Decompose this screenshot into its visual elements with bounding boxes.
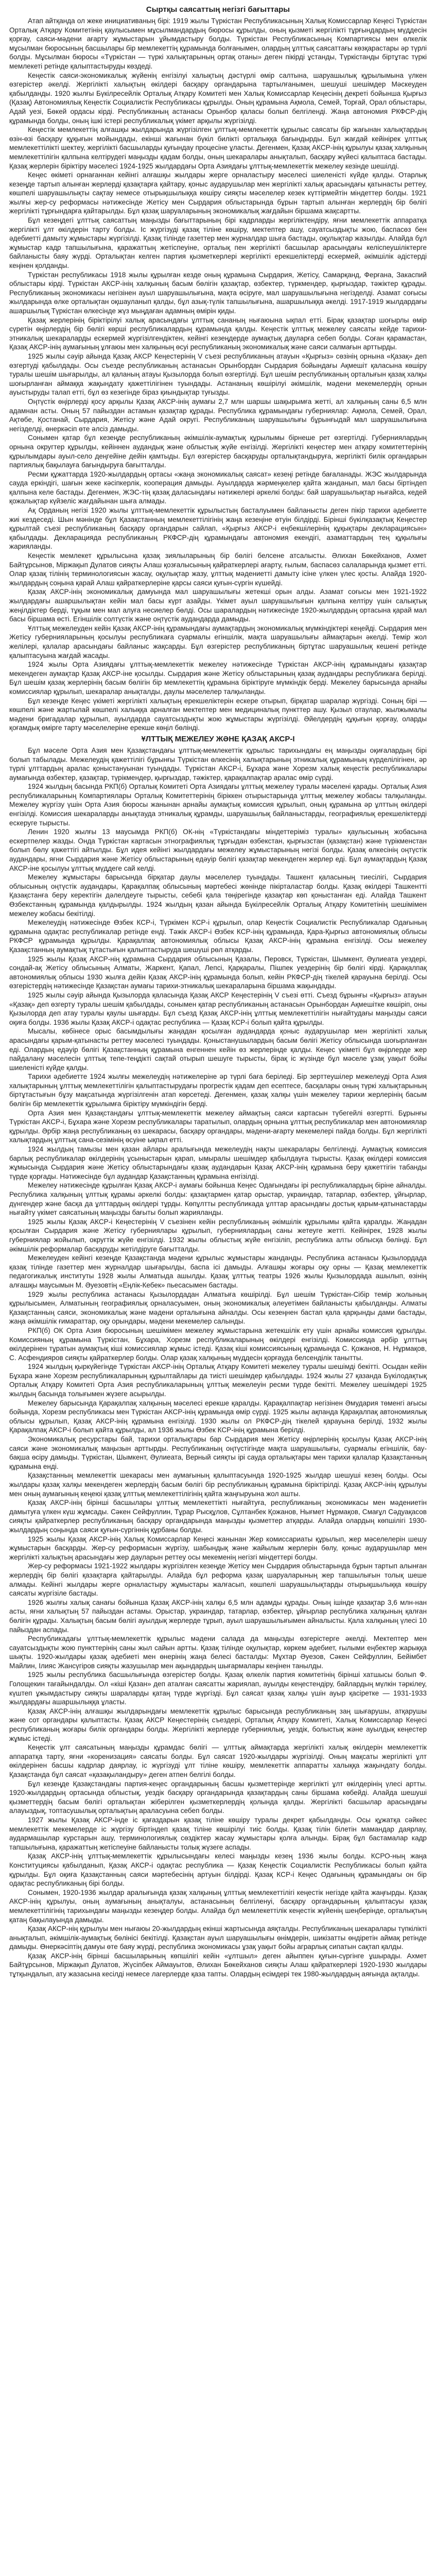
paragraph: Межелеу барысында Қарақалпақ халқының мәселесі ерекше қаралды. Қарақалпақтар негізінен Әмудария төменгі ағысы бойында, Хорезм республикасы мен Түркістан АКСР-інің құрамында өмір сүрді. 1925 жылы ақпанда Қарақалпақ автономиялық облысы құрылып, Қазақ АКСР-інің құрамына енгізілді. 1930 жылы ол РКФСР-дің тікелей қарауына берілді, 1932 жылы Қарақалпақ АКСР-і болып қайта құрылды, ал 1936 жылы Өзбек КСР-інің құрамына берілді.: [9, 1399, 427, 1434]
paragraph: Тарихи әдебиетте 1924 жылғы межелеудің нәтижелеріне әр түрлі баға беріледі. Бір зерттеушілер межелеуді Орта Азия халықтарының ұлттық мемлекеттілігін қалыптастырудағы прогрестік қадам деп есептесе, басқалары оның түркі халықтарының біртұтастығын бұзу мақсатында жүргізілгенін атап көрсетеді. Дегенмен, қазақ халқы үшін межелеу тарихи жерлерінің басым бөлігін бір мемлекеттік құрылымға біріктіру мүмкіндігін берді.: [9, 1073, 427, 1108]
paragraph: 1925 жылы Қазақ АКСР-інің Халық Комиссарлар Кеңесі жанынан Жер комиссариаты құрылып, жер мәселелерін шешу жұмыстарын басқарды. Жер-су реформасын жүргізу, шабындық және жайылым жерлерін бөлу, қоныс аударушылар мен жергілікті халықтың арасындағы жер дауларын реттеу осы мекеменің негізгі міндеттері болды.: [9, 1535, 427, 1561]
paragraph: Кеңестік саяси-экономикалық жүйенің енгізілуі халықтың дәстүрлі өмір салтына, шаруашылық құрылымына үлкен өзгерістер әкелді. Жергілікті халықтың өкілдері басқару органдарына тартылғанымен, шешуші шешімдер Мәскеуден қабылданды. 1920 жылғы Бүкілресейлік Орталық Атқару Комитеті мен Халық Комиссарлар Кеңесінің декреті бойынша Қырғыз (Қазақ) Автономиялық Кеңестік Социалистік Республикасы құрылды. Оның құрамына Ақмола, Семей, Торғай, Орал облыстары, Адай уезі, Бөкей ордасы кірді. Республиканың астанасы Орынбор қаласы болып белгіленді. Жаңа автономия РКФСР-дің құрамында болды, оның ішкі істері республикалық үкімет арқылы жүргізілді.: [9, 71, 427, 125]
paragraph: Кеңестік мемлекеттің алғашқы жылдарында жүргізілген ұлттық-мемлекеттік құрылыс саясаты бір жағынан халықтардың өзін-өзі басқару құқығын мойындады, екінші жағынан бүкіл билікті орталыққа бағындырды. Бұл жағдай кейінірек ұлттық мемлекеттілікті шектеу, жергілікті басшыларды қуғындау процесіне ұласты. Дегенмен, Қазақ АКСР-інің құрылуы қазақ халқының мемлекеттілігін қалпына келтірудегі маңызды қадам болды, оның шекаралары анықталып, басқару жүйесі қалыптаса бастады. Қазақ жерлерін біріктіру мәселесі 1924-1925 жылдардағы Орта Азиядағы ұлттық-мемлекеттік межелеу кезінде шешілді.: [9, 126, 427, 170]
paragraph: Қазақ АКСР-інің экономикалық дамуында мал шаруашылығы жетекші орын алды. Азамат соғысы мен 1921-1922 жылдардағы ашаршылықтан кейін мал басы күрт азайды. Үкімет ауыл шаруашылығын қалпына келтіру үшін салықтық жеңілдіктер берді, тұқым мен мал алуға несиелер бөлді. Осы шаралардың нәтижесінде 1920-жылдардың ортасына қарай мал басы біршама өсті. Егіншілік солтүстік және оңтүстік аудандарда дамыды.: [9, 588, 427, 623]
paragraph: 1925 жылы сәуір айында Қазақ АКСР Кеңестерінің V съезі республиканың атауын «Қырғыз» сөзінің орнына «Қазақ» деп өзгертуді қабылдады. Осы съезде республиканың астанасын Орынбордан Сырдария бойындағы Ақмешіт қаласына көшіру туралы шешім шығарылды, ал қаланың атауы Қызылорда болып өзгертілді. Бұл шешім республиканың орталығын қазақ халқы шоғырланған аймаққа жақындату қажеттілігінен туындады. Астананың көшірілуі әкімшілік, мәдени мекемелердің орнын ауыстыруды талап етті, бұл өз кезегінде біраз қиындықтар туғызды.: [9, 352, 427, 397]
paragraph: 1927 жылы Қазақ АКСР-інде іс қағаздарын қазақ тіліне көшіру туралы декрет қабылданды. Осы құжатқа сәйкес мемлекеттік мекемелерде іс жүргізу біртіндеп қазақ тіліне көшірілуі тиіс болды. Қазақ тілін білетін мамандар даярлау, аудармашылар курстарын ашу, терминологиялық сөздіктер жасау жұмыстары қолға алынды. Бірақ бұл бастамалар кадр тапшылығына, қаражаттың жетіспеуіне байланысты толық жүзеге аспады.: [9, 1816, 427, 1851]
paragraph: 1929 жылы республика астанасы Қызылордадан Алматыға көшірілді. Бұл шешім Түркістан-Сібір темір жолының құрылысымен, Алматының географиялық орналасуымен, оның экономикалық әлеуетімен байланысты қабылданды. Алматы Қазақстанның саяси, экономикалық және мәдени орталығына айналды. Осы кезеңнен бастап қала қарқынды дами бастады, жаңа әкімшілік ғимараттар, оқу орындары, мәдени мекемелер салынды.: [9, 1290, 427, 1326]
paragraph: Қазақ АКСР-інің алғашқы жылдарындағы мемлекеттік құрылыс барысында республиканың заң шығарушы, атқарушы және сот органдары қалыптасты. Қазақ АКСР Кеңестерінің съездері, Орталық Атқару Комитеті, Халық Комиссарлар Кеңесі республиканың жоғары билік органдары болды. Жергілікті жерлерде губерниялық, уездік, болыстық және ауылдық кеңестер жұмыс істеді.: [9, 1707, 427, 1742]
paragraph: Кеңестік ұлт саясатының маңызды құрамдас бөлігі — ұлттық аймақтарда жергілікті халық өкілдерін мемлекеттік аппаратқа тарту, яғни «коренизация» саясаты болды. Бұл саясат 1920-жылдары жүргізілді. Оның мақсаты жергілікті ұлт өкілдерінен басшы кадрлар даярлау, іс жүргізуді ұлт тіліне көшіру, мемлекеттік аппаратты халыққа жақындату болды. Қазақстанда бұл саясат «қазақыландыру» деген атпен белгілі болды.: [9, 1743, 427, 1778]
paragraph: Қазақ АКСР-інің бірінші басшылары ұлттық мемлекеттікті нығайтуға, республиканың экономикасы мен мәдениетін дамытуға үлкен күш жұмсады. Сәкен Сейфуллин, Тұрар Рысқұлов, Сұлтанбек Қожанов, Нығмет Нұрмақов, Смағұл Сәдуақасов сияқты қайраткерлер республиканың басқару органдарында маңызды қызметтер атқарды. Алайда олардың көпшілігі 1930-жылдардың соңында саяси қуғын-сүргіннің құрбаны болды.: [9, 1499, 427, 1534]
paragraph: 1925 жылы сәуір айында Қызылорда қаласында Қазақ АКСР Кеңестерінің V съезі өтті. Съезд бұрынғы «Қырғыз» атауын «Қазақ» деп өзгерту туралы шешім қабылдады, сонымен қатар республиканың астанасын Орынбордан Ақмешітке көшіріп, оны Қызылорда деп атау туралы қаулы шығарды. Бұл съезд Қазақ АКСР-інің ұлттық мемлекеттілігін нығайтудағы маңызды саяси оқиға болды. 1936 жылы Қазақ АКСР-і одақтас республика — Қазақ КСР-і болып қайта құрылды.: [9, 991, 427, 1026]
paragraph: Қазақстанның мемлекеттік шекарасы мен аумағының қалыптасуында 1920-1925 жылдар шешуші кезең болды. Осы жылдары қазақ халқы мекендеген жерлердің басым бөлігі бір республиканың құрамына біріктірілді. Қазақ АКСР-інің құрылуы мен оның аумағының кеңеюі қазақ ұлттық мемлекеттілігінің қайта жаңғыруына жол ашты.: [9, 1471, 427, 1498]
paragraph: Ленин 1920 жылғы 13 маусымда РКП(б) ОК-нің «Түркістандағы міндеттеріміз туралы» қаулысының жобасына ескертпелер жазды. Онда Түркістан картасын этнографиялық тұрғыдан өзбекстан, қырғызстан (қазақстан) және түрікменстан болып бөлу қажеттігі айтылды. Бұл идея кейінгі жылдардағы межелеу жұмыстарының негізі болды. Қазақ өлкесінің оңтүстік аудандары, яғни Сырдария және Жетісу облыстарының едәуір бөлігі қазақтар мекендеген жерлер еді. Бұл аумақтардың Қазақ АКСР-іне қосылуы ұлттық мүддеге сай келді.: [9, 828, 427, 872]
paragraph: Экономикалық ресурстары бай, тарихи орталықтары бар Сырдария мен Жетісу өңірлерінің қосылуы Қазақ АКСР-інің саяси және экономикалық маңызын арттырды. Республиканың оңтүстігінде мақта шаруашылығы, суармалы егіншілік, бау-бақша өсіру дамыды. Түркістан, Шымкент, Әулиеата, Верный сияқты ірі сауда орталықтары мен тарихи қалалар Қазақстанның құрамына енді.: [9, 1435, 427, 1470]
paragraph: Сонымен қатар бұл кезеңде республиканың әкімшілік-аумақтық құрылымы бірнеше рет өзгертілді. Губерниялардың орнына округтер құрылды, кейіннен аудандық және облыстық жүйе енгізілді. Жергілікті кеңестер мен атқару комитеттерінің құрылымдары ауыл-село деңгейіне дейін қамтыды. Бұл өзгерістер басқаруды орталықтандыруға, жергілікті билік органдарын партиялық бақылауға бағындыруға бағытталды.: [9, 434, 427, 469]
paragraph: 1925 жылы Қазақ АКСР-нің құрамына Сырдария облысының Қазалы, Перовск, Түркістан, Шымкент, Әулиеата уездері, сондай-ақ Жетісу облысының Алматы, Жаркент, Қапал, Лепсі, Қарқаралы, Пішпек уездерінің бір бөлігі кірді. Қарақалпақ автономиялық облысы 1930 жылға дейін Қазақ АКСР-інің құрамында болып, кейін РКФСР-дің тікелей қарауына берілді. Осы өзгерістердің нәтижесінде Қазақстан аумағы тарихи-этникалық шекараларына біршама жақындады.: [9, 955, 427, 990]
paragraph: Оңтүстік өңірлерді қосу арқылы Қазақ АКСР-інің аумағы 2,7 млн шаршы шақырымға жетті, ал халқының саны 6,5 млн адамнан асты. Оның 57 пайыздан астамын қазақтар құрады. Республика құрамындағы губерниялар: Ақмола, Семей, Орал, Ақтөбе, Қостанай, Сырдария, Жетісу және Адай округі. Республиканың шаруашылығы бұрынғыдай мал шаруашылығына негізделді, өнеркәсіп өте әлсіз дамыды.: [9, 397, 427, 433]
paragraph: РКП(б) ОК Орта Азия бюросының шешімімен межелеу жұмыстарына жетекшілік ету үшін арнайы комиссия құрылды. Комиссияның құрамына Түркістан, Бұхара, Хорезм республикаларының өкілдері енгізілді. Комиссияда әрбір ұлттың өкілдерінен тұратын аумақтық кіші комиссиялар жұмыс істеді. Қазақ кіші комиссиясының құрамында С. Қожанов, Н. Нұрмақов, С. Асфендияров сияқты қайраткерлер болды. Олар қазақ халқының мүддесін қорғауда белсенділік танытты.: [9, 1326, 427, 1362]
paragraph: Республикадағы ұлттық-мемлекеттік құрылыс мәдени салада да маңызды өзгерістерге әкелді. Мектептер мен сауатсыздықты жою пункттерінің саны жыл сайын артты. Қазақ тілінде оқулықтар, көркем әдебиет, ғылыми еңбектер жарыққа шықты. 1920-жылдары қазақ әдебиеті мен өнерінің жаңа белесі басталды: Мұхтар Әуезов, Сәкен Сейфуллин, Бейімбет Майлин, Ілияс Жансүгіров сияқты жазушылар мен ақындардың шығармалары кеңінен танылды.: [9, 1635, 427, 1670]
paragraph: Межелеу нәтижесінде құрылған Қазақ АКСР-і аумағы бойынша Кеңес Одағындағы ірі республикалардың біріне айналды. Республика халқының ұлттық құрамы әркелкі болды: қазақтармен қатар орыстар, украиндар, татарлар, өзбектер, ұйғырлар, дүнгендер және басқа да ұлттардың өкілдері тұрды. Көпұлтты республикада ұлттар арасындағы достық қарым-қатынастарды нығайту үкімет саясатының маңызды бағыты болып жарияланды.: [9, 1181, 427, 1217]
paragraph: 1924 жылдың қыркүйегінде Түркістан АКСР-інің Орталық Атқару Комитеті межелеу туралы шешімді бекітті. Осыдан кейін Бұхара және Хорезм республикаларының құрылтайлары да тиісті шешімдер қабылдады. 1924 жылы 27 қазанда Бүкілодақтық Орталық Атқару Комитеті Орта Азия республикаларының ұлттық межелеуін ресми түрде бекітті. Межелеу шешімдері 1925 жылдың басында толығымен жүзеге асырылды.: [9, 1363, 427, 1398]
paragraph: Бұл кезеңде Кеңес үкіметі жергілікті халықтың ерекшеліктерін ескере отырып, бірқатар шаралар жүргізді. Соның бірі — көшпелі және жартылай көшпелі халыққа арналған мектептер мен медициналық пункттер ашу. Қызыл отаулар, жылжымалы мәдени бригадалар құрылып, ауылдарда сауатсыздықты жою жұмыстары жүргізілді. Әйелдердің құқығын қорғау, оларды қоғамдық өмірге тарту мәселелеріне ерекше көңіл бөлінді.: [9, 697, 427, 732]
paragraph: Жер-су реформасы 1921-1922 жылдары жүргізілген кезеңде Жетісу мен Сырдария облыстарында бұрын тартып алынған жерлердің бір бөлігі қазақтарға қайтарылды. Алайда бұл реформа қазақ шаруаларының жер тапшылығын толық шеше алмады. Кейінгі жылдары жерге орналастыру жұмыстары жалғасып, көшпелі шаруашылықтарды отырықшылыққа көшіру саясаты жүргізіле бастады.: [9, 1562, 427, 1598]
paragraph: Кеңес өкіметі орнағаннан кейінгі алғашқы жылдары жерге орналастыру мәселесі шиеленісті күйде қалды. Отарлық кезеңде тартып алынған жерлерді қазақтарға қайтару, қоныс аударушылар мен жергілікті халық арасындағы қатынасты реттеу, көшпелі шаруашылықты сақтау немесе отырықшылыққа көшіру сияқты мәселелер кезек күттірмейтін міндеттер болды. 1921 жылғы жер-су реформасы нәтижесінде Жетісу мен Сырдария облыстарында бұрын тартып алынған жерлердің бір бөлігі жергілікті тұрғындарға қайтарылды. Бұл қазақ шаруаларының экономикалық жағдайын біршама жақсартты.: [9, 171, 427, 215]
paragraph: Межелеу жұмыстары барысында бірқатар даулы мәселелер туындады. Ташкент қаласының тиесілігі, Сырдария облысының оңтүстік аудандары, Қарақалпақ облысының мәртебесі жөнінде пікірталастар болды. Қазақ өкілдері Ташкентті Қазақстанға беру керектігін дәлелдеуге тырысты, себебі қала төңірегінде қазақтар көп қоныстанған еді. Алайда Ташкент Өзбекстанның құрамында қалдырылды. 1924 жылдың қазан айында Бүкілресейлік Орталық Атқару Комитетінің шешімімен межелеу жобасы бекітілді.: [9, 873, 427, 918]
paragraph: 1925 жылы республика басшылығында өзгерістер болды. Қазақ өлкелік партия комитетінің бірінші хатшысы болып Ф. Голощекин тағайындалды. Ол «кіші Қазан» деп аталған саясатты жариялап, ауылды кеңестендіру, байлардың мүлкін тәркілеу, күштеп ұжымдастыру сияқты шараларды қатаң түрде жүргізді. Бұл саясат қазақ халқы үшін ауыр қасіретке — 1931-1933 жылдардағы ашаршылыққа ұласты.: [9, 1671, 427, 1706]
paragraph: Межелеудің нәтижесінде Өзбек КСР-і, Түркімен КСР-і құрылып, олар Кеңестік Социалистік Республикалар Одағының құрамына одақтас республикалар ретінде енді. Тәжік АКСР-і Өзбек КСР-інің құрамында, Қара-Қырғыз автономиялық облысы РКФСР құрамында құрылды. Қарақалпақ автономиялық облысы Қазақ АКСР-інің құрамына енгізілді. Осы межелеу Қазақстанның аумақтық тұтастығын қалыптастыруда шешуші рөл атқарды.: [9, 919, 427, 954]
paragraph: Межелеуден кейінгі кезеңде Қазақстанда мәдени құрылыс жұмыстары жанданды. Республика астанасы Қызылордада қазақ тілінде газеттер мен журналдар шығарылды, баспа ісі дамыды. Алғашқы жоғары оқу орны — Қазақ мемлекеттік педагогикалық институты 1928 жылы Алматыда ашылды. Қазақ ұлттық театры 1926 жылы Қызылордада ашылып, өзінің алғашқы маусымын М. Әуезовтің «Еңлік-Кебек» пьесасымен бастады.: [9, 1254, 427, 1289]
section-title: ҰЛТТЫҚ МЕЖЕЛЕУ ЖӘНЕ ҚАЗАҚ АКСР-І: [141, 734, 295, 743]
paragraph: Орта Азия мен Қазақстандағы ұлттық-мемлекеттік межелеу аймақтың саяси картасын түбегейлі өзгертті. Бұрынғы Түркістан АКСР-і, Бұхара және Хорезм республикалары таратылып, олардың орнына ұлттық республикалар мен автономиялар құрылды. Әрбір жаңа республиканың өз шекарасы, басқару органдары, мәдени-ағарту мекемелері пайда болды. Бұл жергілікті халықтардың ұлттық сана-сезімінің өсуіне ықпал етті.: [9, 1109, 427, 1144]
paragraph: Қазақ АКСР-інің бірінші басшыларының көпшілігі кейін «ұлтшыл» деген айыппен қуғын-сүргінге ұшырады. Ахмет Байтұрсынов, Міржақып Дулатов, Жүсіпбек Аймауытов, Әлихан Бөкейханов сияқты Алаш қайраткерлері 1920-1930 жылдары тұтқындалып, ату жазасына кесілді немесе лагерлерде қаза тапты. Олардың есімдері тек 1980-жылдардың аяғында ақталды.: [9, 1952, 427, 1978]
paragraph: Қазақ АКСР-нің құрылуы мен нығаюы 20-жылдардың екінші жартысында аяқталды. Республиканың шекаралары түпкілікті анықталып, әкімшілік-аумақтық бөлінісі бекітілді. Қазақстан ауыл шаруашылығы өнімдерін, шикізатты өндіретін аймақ ретінде дамыды. Өнеркәсіптің дамуы өте баяу жүрді, республика экономикасы ұзақ уақыт бойы аграрлық сипатын сақтап қалды.: [9, 1925, 427, 1951]
paragraph: Атап айтқанда ол жеке инициативаның бірі: 1919 жылы Түркістан Республикасының Халық Комиссарлар Кеңесі Түркістан Орталық Атқару Комитетінің қаулысымен мұсылмандардың бюросы құрылды, оның қызметі жергілікті тұрғындардың мүддесін қорғау, саяси-мәдени ағарту жұмыстарын ұйымдастыру болды. Түркістан Республикасының Компартиясы мен өлкелік мұсылман бюросының басшылары бір мемлекеттің құрамында болғанымен, олардың ұлттық саясаттағы көзқарастары әр түрлі болды. Мұсылман бюросы «Түркістан — түркі халықтарының ортақ отаны» деген пікірді ұстанды, Түркістанды біртұтас түркі мемлекеті ретінде қалыптастыруды көздеді.: [9, 17, 427, 70]
paragraph: Түркістан республикасы 1918 жылы құрылған кезде оның құрамына Сырдария, Жетісу, Самарқанд, Ферғана, Закаспий облыстары кірді. Түркістан АКСР-інің халқының басым бөлігін қазақтар, өзбектер, түркмендер, қырғыздар, тәжіктер құрады. Республиканың экономикасы негізінен ауыл шаруашылығына, мақта өсіруге, мал шаруашылығына негізделді. Азамат соғысы жылдарында өлке орталықтан оқшауланып қалды, бұл азық-түлік тапшылығына, ашаршылыққа әкелді. 1917-1919 жылдардағы ашаршылық Түркістан өлкесінде жүз мыңдаған адамның өмірін қиды.: [9, 270, 427, 315]
paragraph: 1924 жылы Орта Азиядағы ұлттық-мемлекеттік межелеу нәтижесінде Түркістан АКСР-інің құрамындағы қазақтар мекендеген аумақтар Қазақ АКСР-іне қосылды. Сырдария және Жетісу облыстарының қазақ аудандары республикаға берілді. Бұл шешім қазақ жерлерінің басым бөлігін бір мемлекеттің құрамына біріктіруге мүмкіндік берді. Межелеу барысында арнайы комиссиялар құрылып, шекаралар анықталды, даулы мәселелер талқыланды.: [9, 660, 427, 696]
paragraph: Қазақ жерлерінің біріктірілуі халық арасындағы ұлттық сананың нығаюына ықпал етті. Бірақ қазақтар шоғырлы өмір сүретін өңірлердің бір бөлігі көрші республикалардың құрамында қалды. Кеңестік ұлттық межелеу саясаты кейде тарихи-этникалық шекараларды ескермей жүргізілгендіктен, кейінгі кезеңдерде аумақтық дауларға себеп болды. Соған қарамастан, Қазақ АКСР-інің аумағының ұлғаюы мен халқының өсуі республиканың экономикалық және саяси салмағын арттырды.: [9, 316, 427, 351]
paragraph: 1924 жылдың басында РКП(б) Орталық Комитеті Орта Азиядағы ұлттық межелеу туралы мәселені қарады. Орталық Азия республикаларының Компартиялары Орталық Комитеттерінің біріккен отырыстарында ұлттық межелеу жобасы талқыланды. Межелеу жүргізу үшін Орта Азия бюросы жанынан арнайы аумақтық комиссия құрылып, оның құрамына әр ұлттың өкілдері енгізілді. Комиссия шекараларды анықтауда этникалық құрамды, шаруашылық байланыстарды, географиялық ерекшеліктерді ескеруге тырысты.: [9, 783, 427, 827]
paragraph: Бұл кезеңдегі ұлттық саясаттың маңызды бағыттарының бірі кадрларды жергіліктендіру, яғни мемлекеттік аппаратқа жергілікті ұлт өкілдерін тарту болды. Іс жүргізуді қазақ тіліне көшіру, мектептер ашу, сауатсыздықты жою, баспасөз бен әдебиетті дамыту жұмыстары жүргізілді. Қазақ тілінде газеттер мен журналдар шыға бастады, оқулықтар жазылды. Алайда бұл жұмыстар кадр тапшылығына, қаражаттың жетіспеуіне, орталық пен жергілікті басшылар арасындағы келіспеушіліктерге байланысты баяу жүрді. Орталықтан келген партия қызметкерлері жергілікті ерекшеліктерді ескермей, әкімшілік әдістерді кеңінен қолданды.: [9, 216, 427, 270]
paragraph: Кеңестік мемлекет құрылысына қазақ зиялыларының бір бөлігі белсене атсалысты. Әлихан Бөкейханов, Ахмет Байтұрсынов, Міржақып Дулатов сияқты Алаш қозғалысының қайраткерлері ағарту, ғылым, баспасөз салаларында қызмет етті. Олар қазақ тілінің терминологиясын жасау, оқулықтар жазу, ұлттық мәдениетті дамыту ісіне үлкен үлес қосты. Алайда 1920-жылдардың соңына қарай Алаш қайраткерлеріне қарсы саяси қуғын-сүргін күшейді.: [9, 552, 427, 587]
paragraph: Бұл мәселе Орта Азия мен Қазақстандағы ұлттық-мемлекеттік құрылыс тарихындағы ең маңызды оқиғалардың бірі болып табылады. Межелеудің қажеттілігі бұрынғы Түркістан өлкесінің халықтарының этникалық құрамының күрделілігінен, әр түрлі ұлттардың аралас қоныстануынан туындады. Түркістан АКСР-і, Бұхара және Хорезм халық кеңестік республикалары аумағында өзбектер, қазақтар, түрікмендер, қырғыздар, тәжіктер, қарақалпақтар аралас өмір сүрді.: [9, 746, 427, 782]
paragraph: Сонымен, 1920-1936 жылдар аралығында қазақ халқының ұлттық мемлекеттілігі кеңестік негізде қайта жаңғырды. Қазақ АКСР-інің құрылуы, оның аумағының анықталуы, астанасының белгіленуі, басқару органдарының қалыптасуы қазақ мемлекеттілігінің тарихындағы маңызды кезеңдер болды. Алайда бұл мемлекеттілік кеңестік жүйенің шеңберінде, орталықтың қатаң бақылауында дамыды.: [9, 1888, 427, 1924]
paragraph: Қазақ АКСР-інің ұлттық-мемлекеттік құрылысындағы келесі маңызды кезең 1936 жылы болды. КСРО-ның жаңа Конституциясы қабылданып, Қазақ АКСР-і одақтас республика — Қазақ Кеңестік Социалистік Республикасы болып қайта құрылды. Бұл оқиға Қазақстанның саяси мәртебесінің артуын білдірді. Қазақ КСР-і Кеңес Одағының құрамындағы он бір одақтас республиканың бірі болды.: [9, 1852, 427, 1888]
paragraph: Ақ Орданың негізі 1920 жылы ұлттық-мемлекеттік құрылыстың басталуымен байланысты деген пікір тарихи әдебиетте жиі кездеседі. Шын мәнінде бұл Қазақстанның мемлекеттілігінің жаңа кезеңіне өтуін білдірді. Бірінші бүкілқазақтық Кеңестер құрылтай съезі республиканың басқару органдарын сайлап, «Қырғыз АКСР-і еңбекшілерінің құқықтары декларациясын» қабылдады. Декларацияда республиканың РКФСР-дің құрамындағы автономия екендігі, азаматтардың тең құқылығы жарияланды.: [9, 506, 427, 551]
paragraph: 1925 жылы Қазақ АКСР-і Кеңестерінің V съезінен кейін республиканың әкімшілік құрылымы қайта қаралды. Жаңадан қосылған Сырдария және Жетісу губерниялары құрылып, губерниялардың саны жетеуге жетті. Кейінірек, 1928 жылы губерниялар жойылып, округтік жүйе енгізілді. 1932 жылы облыстық жүйе енгізіліп, республика алты облысқа бөлінді. Бұл әкімшілік реформалар басқаруды жетілдіруге бағытталды.: [9, 1217, 427, 1253]
section-title: Сыртқы саясаттың негізгі бағыттары: [146, 5, 290, 14]
paragraph: Мысалы, көбінесе орыс басымдылығы жаңадан қосылған аудандарда қоныс аударушылар мен жергілікті халық арасындағы қарым-қатынасты реттеу мәселесі туындады. Қоныстанушылардың басым бөлігі Жетісу облысында шоғырланған еді. Олардың едәуір бөлігі Қазақстанның құрамына енгеннен кейін өз жерлерінде қалды. Кеңес үкіметі бұл өңірлерде жер пайдалану мәселесін ұлттық тепе-теңдікті сақтай отырып шешуге тырысты, бірақ іс жүзінде бұл мәселе ұзақ уақыт бойы шиеленісті күйде қалды.: [9, 1027, 427, 1072]
paragraph: 1926 жылғы халық санағы бойынша Қазақ АКСР-інің халқы 6,5 млн адамды құрады. Оның ішінде қазақтар 3,6 млн-нан асты, яғни халықтың 57 пайыздан астамы. Орыстар, украиндар, татарлар, өзбектер, ұйғырлар республика халқының қалған бөлігін құрады. Халықтың басым бөлігі ауылдық жерлерде тұрып, ауыл шаруашылығымен айналысты. Қала халқының үлесі 10 пайыздан аспады.: [9, 1598, 427, 1634]
paragraph: Ресми құжаттарда 1920-жылдардың ортасы «жаңа экономикалық саясат» кезеңі ретінде бағаланады. ЖЭС жылдарында сауда еркіндігі, шағын жеке кәсіпкерлік, кооперация дамыды. Ауылдарда жәрмеңкелер қайта жанданып, мал басы біртіндеп қалпына келе бастады. Дегенмен, ЖЭС-тің қазақ даласындағы нәтижелері әркелкі болды: бай шаруашылықтар нығайса, кедей қожалықтар күйзеліс жағдайынан шыға алмады.: [9, 470, 427, 505]
paragraph: 1924 жылдың тамызы мен қазан айлары аралығында межелеудің нақты шекаралары белгіленді. Аумақтық комиссия барлық республикалар өкілдерінің ұсыныстарын қарап, ымыралы шешімдер қабылдауға тырысты. Қазақ өкілдері комиссия жұмысында Сырдария және Жетісу облыстарындағы қазақ аудандарын Қазақ АКСР-інің құрамына беру қажеттігін табанды түрде қорғады. Нәтижесінде бұл аудандар Қазақстанның құрамына енгізілді.: [9, 1145, 427, 1180]
paragraph: Ұлттық межелеуден кейін Қазақ АКСР-інің құрамындағы аумақтардың экономикалық мүмкіндіктері кеңейді. Сырдария мен Жетісу губернияларының қосылуы республикаға суармалы егіншілік, мақта шаруашылығы аймақтарын әкелді. Темір жол желілері, қалалар арасындағы байланыс жақсарды. Бұл өзгерістер республиканың біртұтас шаруашылық кешені ретінде қалыптасуына жағдай жасады.: [9, 624, 427, 659]
paragraph: Бұл кезеңде Қазақстандағы партия-кеңес органдарының басшы қызметтерінде жергілікті ұлт өкілдерінің үлесі артты. 1920-жылдардың ортасында облыстық, уездік басқару органдарында қазақтардың саны біршама көбейді. Алайда шешуші қызметтердің басым бөлігі орталықтан жіберілген қызметкерлердің қолында қалды. Жергілікті басшылар арасындағы алауыздық, топтасушылық орталықтың араласуына себеп болды.: [9, 1780, 427, 1815]
